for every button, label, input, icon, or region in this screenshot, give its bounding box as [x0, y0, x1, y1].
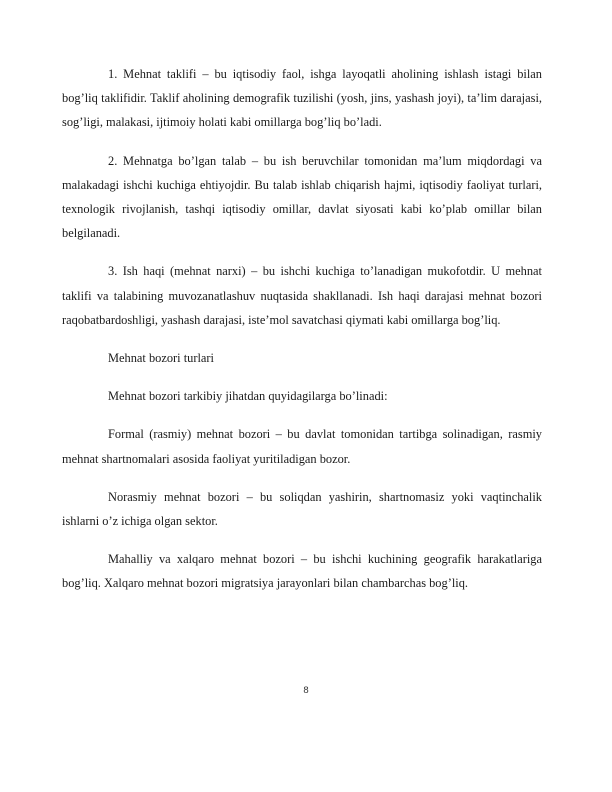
- paragraph-formal-market: Formal (rasmiy) mehnat bozori – bu davlat tomonidan tartibga solinadigan, rasmiy mehnat shartnomalari asosida faoliyat yuritiladigan bozor.: [62, 427, 542, 466]
- paragraph-informal-market: Norasmiy mehnat bozori – bu soliqdan yashirin, shartnomasiz yoki vaqtinchalik ishlarni o’z ichiga olgan sektor.: [62, 489, 542, 529]
- paragraph-market-division-intro: Mehnat bozori tarkibiy jihatdan quyidagilarga bo’linadi:: [108, 389, 388, 404]
- paragraph-local-international-market: Mahalliy va xalqaro mehnat bozori – bu ishchi kuchining geografik harakatlariga bog’liq. Xalqaro mehnat bozori migratsiya jarayonlari bilan chambarchas bog’liq.: [62, 552, 542, 591]
- paragraph-wages: 3. Ish haqi (mehnat narxi) – bu ishchi kuchiga to’lanadigan mukofotdir. U mehnat taklifi va talabining muvozanatlashuv nuqtasida shakllanadi. Ish haqi darajasi mehnat bozori raqobatbardoshligi, yashash darajasi, iste’mol savatchasi qiymati kabi omillarga bog’liq.: [62, 264, 542, 327]
- paragraph-labor-supply: 1. Mehnat taklifi – bu iqtisodiy faol, ishga layoqatli aholining ishlash istagi bilan bog’liq taklifidir. Taklif aholining demografik tuzilishi (yosh, jins, yashash joyi), ta’lim darajasi, sog’ligi, malakasi, ijtimoiy holati kabi omillarga bog’liq bo’ladi.: [62, 67, 542, 130]
- section-heading-market-types: Mehnat bozori turlari: [108, 351, 214, 366]
- paragraph-labor-demand: 2. Mehnatga bo’lgan talab – bu ish beruvchilar tomonidan ma’lum miqdordagi va malakadagi ishchi kuchiga ehtiyojdir. Bu talab ishlab chiqarish hajmi, iqtisodiy faoliyat turlari, texnologik rivojlanish, tashqi iqtisodiy omillar, davlat siyosati kabi ko’plab omillar bilan belgilanadi.: [62, 153, 542, 241]
- document-page: [62, 62, 542, 742]
- page-number: 8: [303, 685, 309, 696]
